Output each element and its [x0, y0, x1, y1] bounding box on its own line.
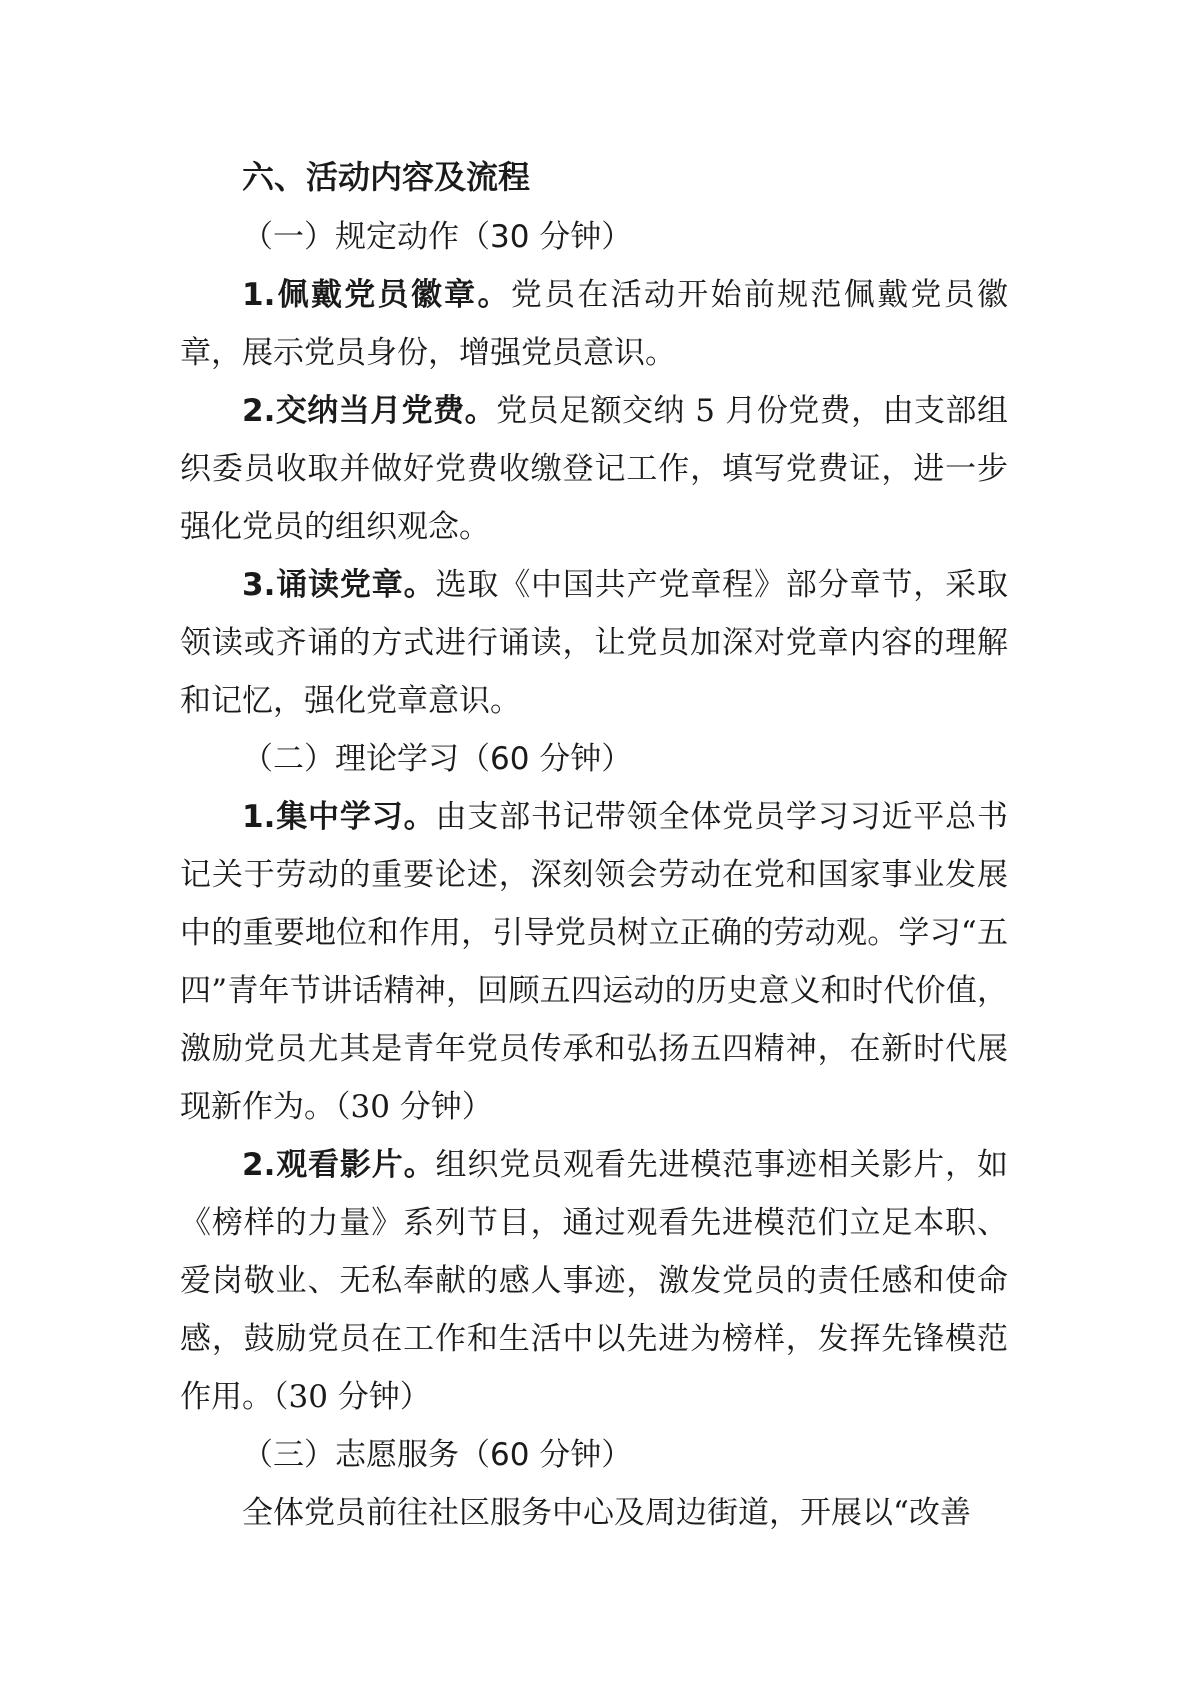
part1-item-3-lead: 3.诵读党章。 [242, 567, 436, 603]
part1-title: （一）规定动作（30 分钟） [242, 219, 633, 255]
part3-title: （三）志愿服务（60 分钟） [242, 1437, 633, 1473]
part1-item-1 [180, 266, 1008, 382]
part1-item-1-lead: 1.佩戴党员徽章。 [242, 277, 511, 313]
part2-item-1 [180, 788, 1008, 1136]
part2-item-2-lead: 2.观看影片。 [242, 1147, 436, 1183]
part1-item-2-text: 党员足额交纳 5 月份党费，由支部组织委员收取并做好党费收缴登记工作，填写党费证，进一步强化党员的组织观念。 [180, 393, 1008, 545]
part1-item-2-lead: 2.交纳当月党费。 [242, 393, 497, 429]
part1-item-2 [180, 382, 1008, 556]
part3-text: 全体党员前往社区服务中心及周边街道，开展以“改善 [242, 1495, 971, 1531]
part2-item-2-text: 组织党员观看先进模范事迹相关影片，如《榜样的力量》系列节目，通过观看先进模范们立足本职、爱岗敬业、无私奉献的感人事迹，激发党员的责任感和使命感，鼓励党员在工作和生活中以先进为榜样，发挥先锋模范作用。（30 分钟） [180, 1147, 1008, 1415]
part1-item-3 [180, 556, 1008, 730]
part2-title: （二）理论学习（60 分钟） [242, 741, 633, 777]
section-heading: 六、活动内容及流程 [242, 158, 531, 196]
part1-item-3-text: 选取《中国共产党章程》部分章节，采取领读或齐诵的方式进行诵读，让党员加深对党章内容的理解和记忆，强化党章意识。 [180, 567, 1008, 719]
part2-item-2 [180, 1136, 1008, 1426]
document-page [180, 148, 1008, 1542]
part2-item-1-text: 由支部书记带领全体党员学习习近平总书记关于劳动的重要论述，深刻领会劳动在党和国家事业发展中的重要地位和作用，引导党员树立正确的劳动观。学习“五四”青年节讲话精神，回顾五四运动的历史意义和时代价值，激励党员尤其是青年党员传承和弘扬五四精神，在新时代展现新作为。（30 分钟） [180, 799, 1008, 1125]
part2-item-1-lead: 1.集中学习。 [242, 799, 436, 835]
part1-item-1-text: 党员在活动开始前规范佩戴党员徽章，展示党员身份，增强党员意识。 [180, 277, 1008, 371]
